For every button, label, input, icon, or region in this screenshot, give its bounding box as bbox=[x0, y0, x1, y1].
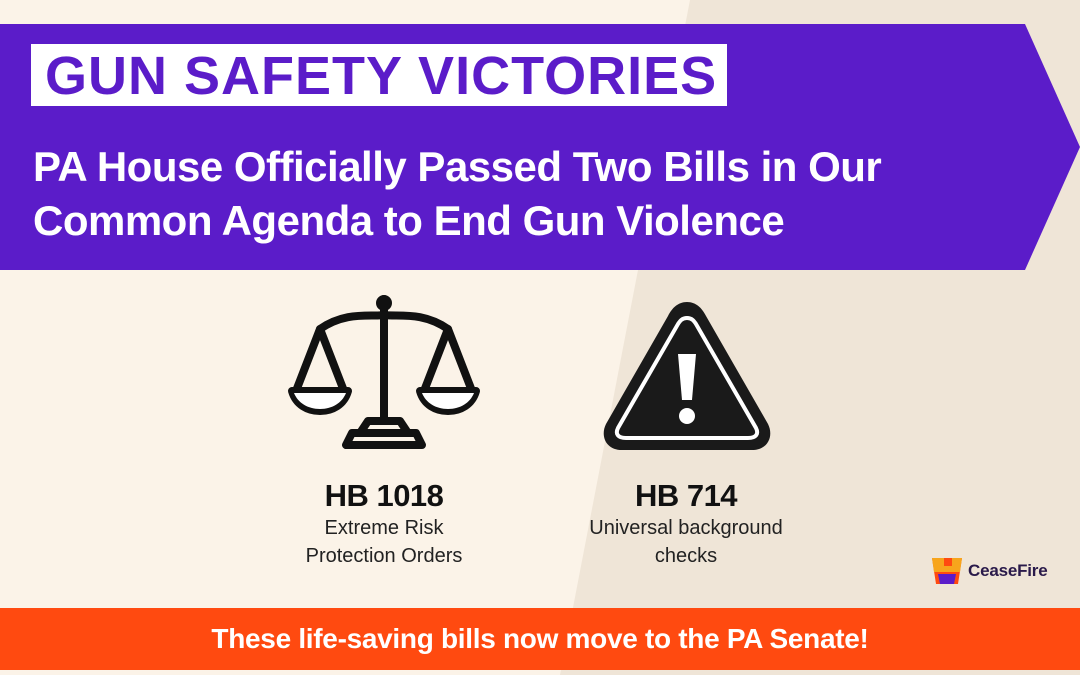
bill-number: HB 714 bbox=[634, 478, 738, 513]
page-title: GUN SAFETY VICTORIES bbox=[45, 46, 718, 106]
title-box bbox=[31, 44, 727, 106]
footer-text: These life-saving bills now move to the PA Senate! bbox=[211, 623, 869, 654]
bill-hb714 bbox=[570, 478, 802, 570]
bill-description: Extreme Risk Protection Orders bbox=[305, 517, 463, 567]
warning-triangle-icon bbox=[598, 296, 776, 456]
scales-of-justice-icon bbox=[284, 293, 484, 455]
keystone-logo-icon bbox=[930, 554, 964, 588]
ceasefire-logo bbox=[930, 554, 1047, 588]
page-subtitle: PA House Officially Passed Two Bills in Our Common Agenda to End Gun Violence bbox=[33, 143, 882, 244]
bill-hb1018 bbox=[274, 478, 494, 570]
logo-text: CeaseFire bbox=[968, 561, 1048, 580]
bill-number: HB 1018 bbox=[324, 478, 444, 513]
bill-description: Universal background checks bbox=[589, 517, 783, 567]
footer-bar bbox=[0, 608, 1080, 670]
